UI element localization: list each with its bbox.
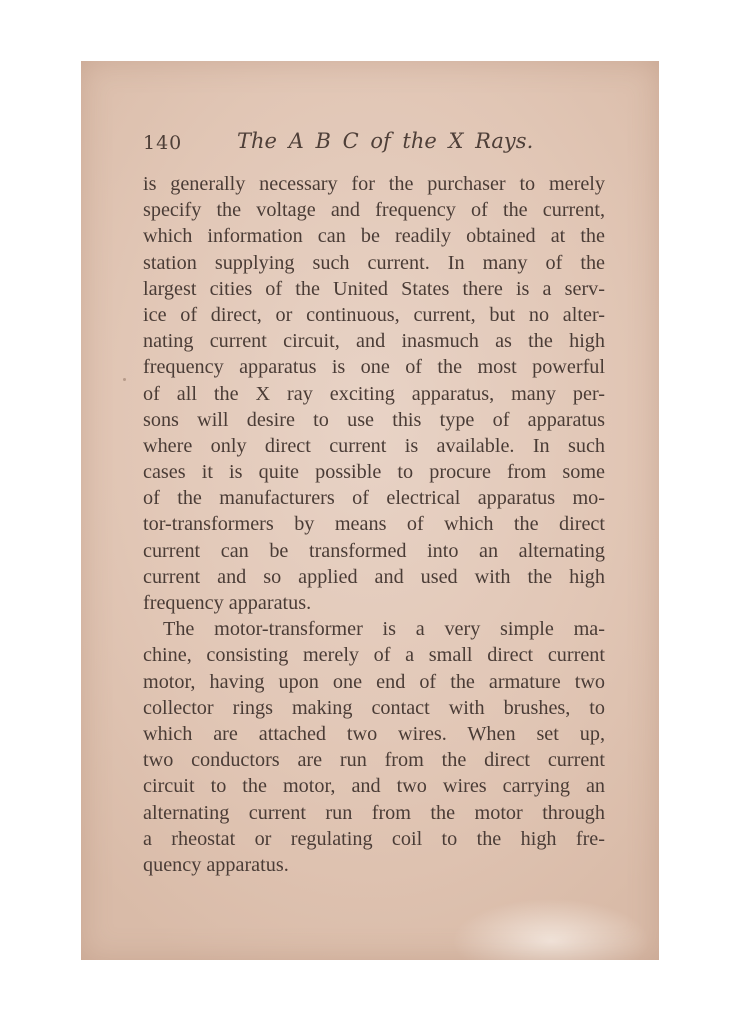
text-line: two conductors are run from the direct current xyxy=(143,749,605,772)
book-page xyxy=(81,61,659,960)
text-line: collector rings making contact with brushes, to xyxy=(143,696,605,719)
paragraph-1 xyxy=(143,171,605,616)
text-line: cases it is quite possible to procure from some xyxy=(143,461,605,484)
text-line: sons will desire to use this type of apparatus xyxy=(143,408,605,431)
body-text xyxy=(143,171,605,878)
text-line: tor-transformers by means of which the direct xyxy=(143,513,605,536)
page-header xyxy=(143,129,623,159)
text-line: nating current circuit, and inasmuch as the high xyxy=(143,330,605,353)
text-line: The motor-transformer is a very simple ma- xyxy=(163,618,605,641)
text-line: station supplying such current. In many of the xyxy=(143,251,605,274)
text-line: where only direct current is available. In such xyxy=(143,434,605,457)
text-line: of all the X ray exciting apparatus, many per- xyxy=(143,382,605,405)
text-line: alternating current run from the motor through xyxy=(143,801,605,824)
text-line: frequency apparatus. xyxy=(143,592,312,614)
text-line: frequency apparatus is one of the most powerful xyxy=(143,356,605,379)
text-line: largest cities of the United States there is a serv- xyxy=(143,277,605,300)
paragraph-2 xyxy=(143,616,605,878)
text-line: current and so applied and used with the high xyxy=(143,565,605,588)
text-line: ice of direct, or continuous, current, but no alter- xyxy=(143,303,605,326)
text-line: is generally necessary for the purchaser to merely xyxy=(143,173,605,195)
text-line: chine, consisting merely of a small direct current xyxy=(143,644,605,667)
page-number: 140 xyxy=(143,132,183,154)
text-line: of the manufacturers of electrical apparatus mo- xyxy=(143,487,605,510)
running-title: The A B C of the X Rays. xyxy=(237,129,534,153)
text-line: which are attached two wires. When set up, xyxy=(143,722,605,745)
text-line: a rheostat or regulating coil to the high fre- xyxy=(143,827,605,850)
text-line: circuit to the motor, and two wires carrying an xyxy=(143,775,605,798)
text-line: specify the voltage and frequency of the current, xyxy=(143,199,605,222)
text-line: which information can be readily obtained at the xyxy=(143,225,605,248)
text-line: motor, having upon one end of the armature two xyxy=(143,670,605,693)
margin-speck xyxy=(123,378,126,381)
text-line: quency apparatus. xyxy=(143,853,289,876)
text-line: current can be transformed into an alternating xyxy=(143,539,605,562)
